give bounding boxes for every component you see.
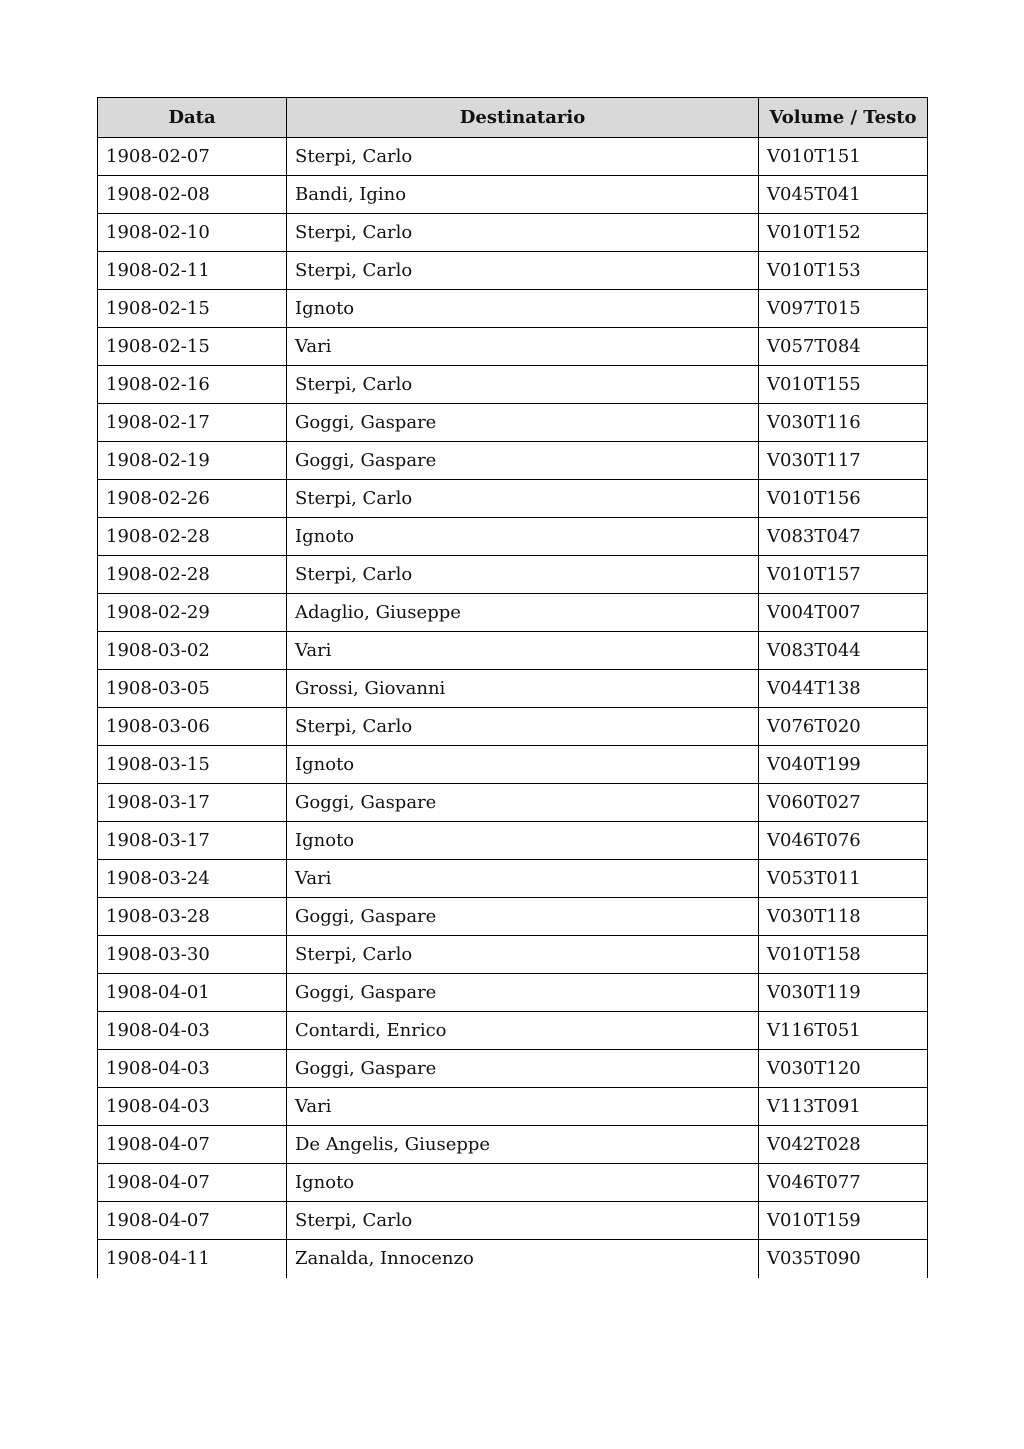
date-cell: 1908-02-28 [98,518,287,556]
table-header [98,98,928,138]
date-cell: 1908-04-07 [98,1126,287,1164]
volume-text-cell: V010T159 [759,1202,928,1240]
table-row [98,898,928,936]
table-row [98,366,928,404]
date-cell: 1908-03-15 [98,746,287,784]
recipient-cell: Sterpi, Carlo [287,1202,759,1240]
recipient-cell: Sterpi, Carlo [287,252,759,290]
date-cell: 1908-04-03 [98,1088,287,1126]
table-body [98,138,928,1278]
recipient-cell: Vari [287,860,759,898]
table-row [98,1164,928,1202]
date-cell: 1908-03-17 [98,784,287,822]
table-row [98,556,928,594]
recipient-cell: Goggi, Gaspare [287,974,759,1012]
recipient-cell: Sterpi, Carlo [287,556,759,594]
table-row [98,176,928,214]
table-row [98,480,928,518]
date-cell: 1908-03-06 [98,708,287,746]
date-cell: 1908-04-07 [98,1202,287,1240]
table-row [98,670,928,708]
volume-text-cell: V030T117 [759,442,928,480]
recipient-cell: Ignoto [287,290,759,328]
table-row [98,138,928,176]
volume-text-cell: V083T047 [759,518,928,556]
date-cell: 1908-03-28 [98,898,287,936]
date-cell: 1908-04-11 [98,1240,287,1278]
recipient-cell: Sterpi, Carlo [287,480,759,518]
volume-text-cell: V076T020 [759,708,928,746]
recipient-cell: Sterpi, Carlo [287,708,759,746]
table-row [98,1012,928,1050]
recipient-cell: Goggi, Gaspare [287,404,759,442]
date-cell: 1908-02-19 [98,442,287,480]
recipient-cell: Sterpi, Carlo [287,936,759,974]
column-header-recipient: Destinatario [287,98,759,138]
column-header-date: Data [98,98,287,138]
volume-text-cell: V010T155 [759,366,928,404]
volume-text-cell: V030T116 [759,404,928,442]
recipient-cell: Adaglio, Giuseppe [287,594,759,632]
volume-text-cell: V046T076 [759,822,928,860]
table-row [98,746,928,784]
date-cell: 1908-03-30 [98,936,287,974]
date-cell: 1908-04-07 [98,1164,287,1202]
table-row [98,518,928,556]
table-row [98,214,928,252]
date-cell: 1908-03-17 [98,822,287,860]
volume-text-cell: V004T007 [759,594,928,632]
recipient-cell: Goggi, Gaspare [287,784,759,822]
recipient-cell: De Angelis, Giuseppe [287,1126,759,1164]
recipient-cell: Ignoto [287,518,759,556]
date-cell: 1908-02-28 [98,556,287,594]
volume-text-cell: V045T041 [759,176,928,214]
volume-text-cell: V044T138 [759,670,928,708]
volume-text-cell: V113T091 [759,1088,928,1126]
table-row [98,252,928,290]
recipient-cell: Sterpi, Carlo [287,366,759,404]
volume-text-cell: V010T153 [759,252,928,290]
table-row [98,290,928,328]
date-cell: 1908-04-03 [98,1050,287,1088]
volume-text-cell: V083T044 [759,632,928,670]
table-row [98,328,928,366]
recipient-cell: Grossi, Giovanni [287,670,759,708]
header-row [98,98,928,138]
recipient-cell: Ignoto [287,746,759,784]
recipient-cell: Contardi, Enrico [287,1012,759,1050]
table-row [98,1126,928,1164]
recipient-cell: Ignoto [287,1164,759,1202]
table-row [98,442,928,480]
date-cell: 1908-02-15 [98,328,287,366]
column-header-volume-text: Volume / Testo [759,98,928,138]
volume-text-cell: V010T157 [759,556,928,594]
date-cell: 1908-02-29 [98,594,287,632]
volume-text-cell: V010T156 [759,480,928,518]
letters-table [97,97,928,1278]
volume-text-cell: V030T119 [759,974,928,1012]
recipient-cell: Vari [287,632,759,670]
recipient-cell: Zanalda, Innocenzo [287,1240,759,1278]
recipient-cell: Vari [287,328,759,366]
table-row [98,822,928,860]
recipient-cell: Goggi, Gaspare [287,442,759,480]
recipient-cell: Goggi, Gaspare [287,898,759,936]
volume-text-cell: V010T152 [759,214,928,252]
volume-text-cell: V046T077 [759,1164,928,1202]
date-cell: 1908-02-10 [98,214,287,252]
date-cell: 1908-02-26 [98,480,287,518]
recipient-cell: Ignoto [287,822,759,860]
date-cell: 1908-04-01 [98,974,287,1012]
recipient-cell: Sterpi, Carlo [287,214,759,252]
table-row [98,1240,928,1278]
volume-text-cell: V060T027 [759,784,928,822]
recipient-cell: Goggi, Gaspare [287,1050,759,1088]
date-cell: 1908-02-11 [98,252,287,290]
table-row [98,708,928,746]
table-row [98,860,928,898]
volume-text-cell: V035T090 [759,1240,928,1278]
table-row [98,784,928,822]
recipient-cell: Sterpi, Carlo [287,138,759,176]
volume-text-cell: V042T028 [759,1126,928,1164]
volume-text-cell: V116T051 [759,1012,928,1050]
volume-text-cell: V097T015 [759,290,928,328]
date-cell: 1908-04-03 [98,1012,287,1050]
volume-text-cell: V057T084 [759,328,928,366]
volume-text-cell: V030T118 [759,898,928,936]
table-row [98,404,928,442]
recipient-cell: Vari [287,1088,759,1126]
table-row [98,632,928,670]
table-row [98,936,928,974]
date-cell: 1908-02-08 [98,176,287,214]
volume-text-cell: V010T158 [759,936,928,974]
table-row [98,594,928,632]
date-cell: 1908-02-17 [98,404,287,442]
volume-text-cell: V010T151 [759,138,928,176]
date-cell: 1908-02-15 [98,290,287,328]
table-row [98,974,928,1012]
date-cell: 1908-03-02 [98,632,287,670]
table-row [98,1088,928,1126]
date-cell: 1908-02-07 [98,138,287,176]
table-row [98,1050,928,1088]
date-cell: 1908-03-05 [98,670,287,708]
date-cell: 1908-03-24 [98,860,287,898]
volume-text-cell: V040T199 [759,746,928,784]
recipient-cell: Bandi, Igino [287,176,759,214]
date-cell: 1908-02-16 [98,366,287,404]
table-row [98,1202,928,1240]
volume-text-cell: V053T011 [759,860,928,898]
volume-text-cell: V030T120 [759,1050,928,1088]
